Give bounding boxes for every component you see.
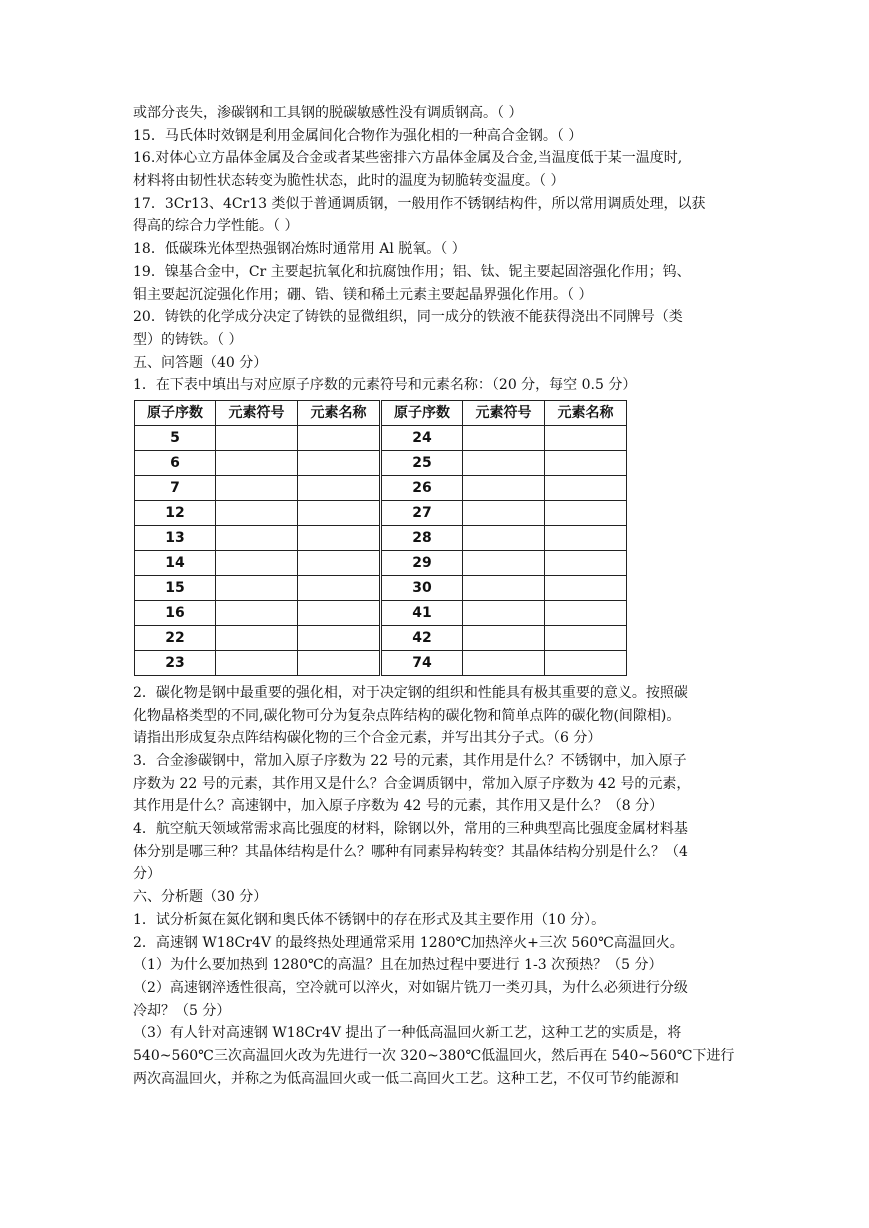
text-line: 钼主要起沉淀强化作用；硼、锆、镁和稀土元素主要起晶界强化作用。（ ）	[133, 286, 593, 303]
blank-answer-cell	[216, 575, 298, 600]
blank-answer-cell	[545, 600, 627, 625]
document-body	[133, 102, 737, 1090]
atomic-number-cell: 24	[381, 425, 463, 450]
blank-answer-cell	[216, 600, 298, 625]
text-line: 型）的铸铁。（ ）	[133, 331, 243, 348]
blank-answer-cell	[463, 625, 545, 650]
atomic-number-cell: 23	[135, 650, 216, 675]
atomic-number-cell: 12	[135, 500, 216, 525]
atomic-number-cell: 74	[381, 650, 463, 675]
text-line: 1．试分析氮在氮化钢和奥氏体不锈钢中的存在形式及其主要作用（10 分）。	[133, 911, 606, 928]
blank-answer-cell	[298, 525, 381, 550]
text-line: 化物晶格类型的不同,碳化物可分为复杂点阵结构的碳化物和简单点阵的碳化物(间隙相)。	[133, 707, 681, 724]
blank-answer-cell	[545, 425, 627, 450]
table-row	[135, 450, 627, 475]
blank-answer-cell	[545, 475, 627, 500]
blank-answer-cell	[298, 550, 381, 575]
blank-answer-cell	[545, 525, 627, 550]
text-line: 17．3Cr13、4Cr13 类似于普通调质钢，一般用作不锈钢结构件，所以常用调质处理，以获	[133, 195, 706, 212]
table-header-cell: 原子序数	[135, 400, 216, 425]
table-row	[135, 600, 627, 625]
table-header-cell: 元素名称	[298, 400, 381, 425]
blank-answer-cell	[463, 500, 545, 525]
text-line: 其作用是什么？高速钢中，加入原子序数为 42 号的元素，其作用又是什么？（8 分）	[133, 798, 664, 815]
text-line: 两次高温回火，并称之为低高温回火或一低二高回火工艺。这种工艺，不仅可节约能源和	[133, 1070, 679, 1087]
atomic-number-cell: 29	[381, 550, 463, 575]
blank-answer-cell	[463, 525, 545, 550]
table-header-cell: 元素符号	[216, 400, 298, 425]
atomic-number-cell: 7	[135, 475, 216, 500]
blank-answer-cell	[298, 425, 381, 450]
blank-answer-cell	[545, 650, 627, 675]
text-line: 4．航空航天领域常需求高比强度的材料，除钢以外，常用的三种典型高比强度金属材料基	[133, 821, 688, 838]
text-line: 3．合金渗碳钢中，常加入原子序数为 22 号的元素，其作用是什么？不锈钢中，加入原子	[133, 753, 687, 769]
atomic-number-cell: 22	[135, 625, 216, 650]
text-line: 1．在下表中填出与对应原子序数的元素符号和元素名称：（20 分，每空 0.5 分）	[133, 377, 637, 394]
table-row	[135, 500, 627, 525]
blank-answer-cell	[216, 500, 298, 525]
text-line: 材料将由韧性状态转变为脆性状态，此时的温度为韧脆转变温度。（ ）	[133, 173, 565, 190]
atomic-number-cell: 15	[135, 575, 216, 600]
text-line: 2．碳化物是钢中最重要的强化相，对于决定钢的组织和性能具有极其重要的意义。按照碳	[133, 684, 688, 701]
blank-answer-cell	[298, 650, 381, 675]
blank-answer-cell	[298, 575, 381, 600]
blank-answer-cell	[463, 425, 545, 450]
atomic-number-cell: 30	[381, 575, 463, 600]
table-row	[135, 550, 627, 575]
blank-answer-cell	[545, 575, 627, 600]
text-line: （2）高速钢淬透性很高，空冷就可以淬火，对如锯片铣刀一类刃具，为什么必须进行分级	[133, 979, 688, 996]
text-line: 16.对体心立方晶体金属及合金或者某些密排六方晶体金属及合金,当温度低于某一温度时,	[133, 150, 683, 167]
blank-answer-cell	[216, 650, 298, 675]
text-line: 15．马氏体时效钢是利用金属间化合物作为强化相的一种高合金钢。（ ）	[133, 127, 583, 144]
text-line: 五、问答题（40 分）	[133, 354, 268, 371]
text-line: 20．铸铁的化学成分决定了铸铁的显微组织，同一成分的铁液不能获得浇出不同牌号（类	[133, 309, 683, 326]
table-row	[135, 625, 627, 650]
table-header-cell: 原子序数	[381, 400, 463, 425]
blank-answer-cell	[298, 500, 381, 525]
table-header-cell: 元素名称	[545, 400, 627, 425]
blank-answer-cell	[216, 550, 298, 575]
atomic-number-cell: 41	[381, 600, 463, 625]
blank-answer-cell	[545, 550, 627, 575]
atomic-number-cell: 27	[381, 500, 463, 525]
text-line: 得高的综合力学性能。（ ）	[133, 218, 299, 235]
blank-answer-cell	[463, 650, 545, 675]
text-line: 分）	[133, 866, 161, 883]
blank-answer-cell	[216, 625, 298, 650]
table-header-cell: 元素符号	[463, 400, 545, 425]
blank-answer-cell	[216, 525, 298, 550]
text-line: 18．低碳珠光体型热强钢冶炼时通常用 Al 脱氧。（ ）	[133, 241, 466, 258]
text-line: 请指出形成复杂点阵结构碳化物的三个合金元素，并写出其分子式。（6 分）	[133, 730, 602, 747]
blank-answer-cell	[298, 450, 381, 475]
atomic-number-cell: 5	[135, 425, 216, 450]
text-line: 体分别是哪三种？其晶体结构是什么？哪种有同素异构转变？其晶体结构分别是什么？（4	[133, 843, 688, 860]
blank-answer-cell	[298, 475, 381, 500]
atomic-number-cell: 16	[135, 600, 216, 625]
atomic-number-cell: 14	[135, 550, 216, 575]
atomic-number-cell: 42	[381, 625, 463, 650]
blank-answer-cell	[463, 600, 545, 625]
blank-answer-cell	[216, 450, 298, 475]
atomic-number-cell: 26	[381, 475, 463, 500]
atomic-number-cell: 6	[135, 450, 216, 475]
element-table	[134, 400, 627, 676]
table-row	[135, 650, 627, 675]
table-row	[135, 475, 627, 500]
blank-answer-cell	[545, 500, 627, 525]
blank-answer-cell	[545, 450, 627, 475]
blank-answer-cell	[463, 475, 545, 500]
table-row	[135, 575, 627, 600]
blank-answer-cell	[463, 550, 545, 575]
text-line: （1）为什么要加热到 1280℃的高温？且在加热过程中要进行 1-3 次预热？（5 分）	[133, 957, 663, 974]
table-row	[135, 525, 627, 550]
atomic-number-cell: 25	[381, 450, 463, 475]
blank-answer-cell	[545, 625, 627, 650]
text-line: （3）有人针对高速钢 W18Cr4V 提出了一种低高温回火新工艺，这种工艺的实质是，将	[133, 1025, 682, 1042]
blank-answer-cell	[216, 425, 298, 450]
atomic-number-cell: 13	[135, 525, 216, 550]
text-line: 540~560℃三次高温回火改为先进行一次 320~380℃低温回火，然后再在 540~560℃下进行	[133, 1047, 735, 1064]
atomic-number-cell: 28	[381, 525, 463, 550]
text-line: 19．镍基合金中，Cr 主要起抗氧化和抗腐蚀作用；铝、钛、铌主要起固溶强化作用；钨、	[133, 263, 691, 280]
section-true-false-and-qa	[133, 102, 737, 397]
blank-answer-cell	[298, 600, 381, 625]
blank-answer-cell	[463, 575, 545, 600]
text-line: 序数为 22 号的元素，其作用又是什么？合金调质钢中，常加入原子序数为 42 号的元素，	[133, 775, 691, 792]
table-header-row	[135, 400, 627, 425]
blank-answer-cell	[298, 625, 381, 650]
text-line: 或部分丧失，渗碳钢和工具钢的脱碳敏感性没有调质钢高。（ ）	[133, 105, 523, 121]
blank-answer-cell	[463, 450, 545, 475]
table-row	[135, 425, 627, 450]
blank-answer-cell	[216, 475, 298, 500]
section-qa-and-analysis	[133, 682, 737, 1090]
text-line: 六、分析题（30 分）	[133, 889, 268, 906]
text-line: 2．高速钢 W18Cr4V 的最终热处理通常采用 1280℃加热淬火+三次 560℃高温回火。	[133, 934, 684, 951]
text-line: 冷却？（5 分）	[133, 1002, 231, 1019]
